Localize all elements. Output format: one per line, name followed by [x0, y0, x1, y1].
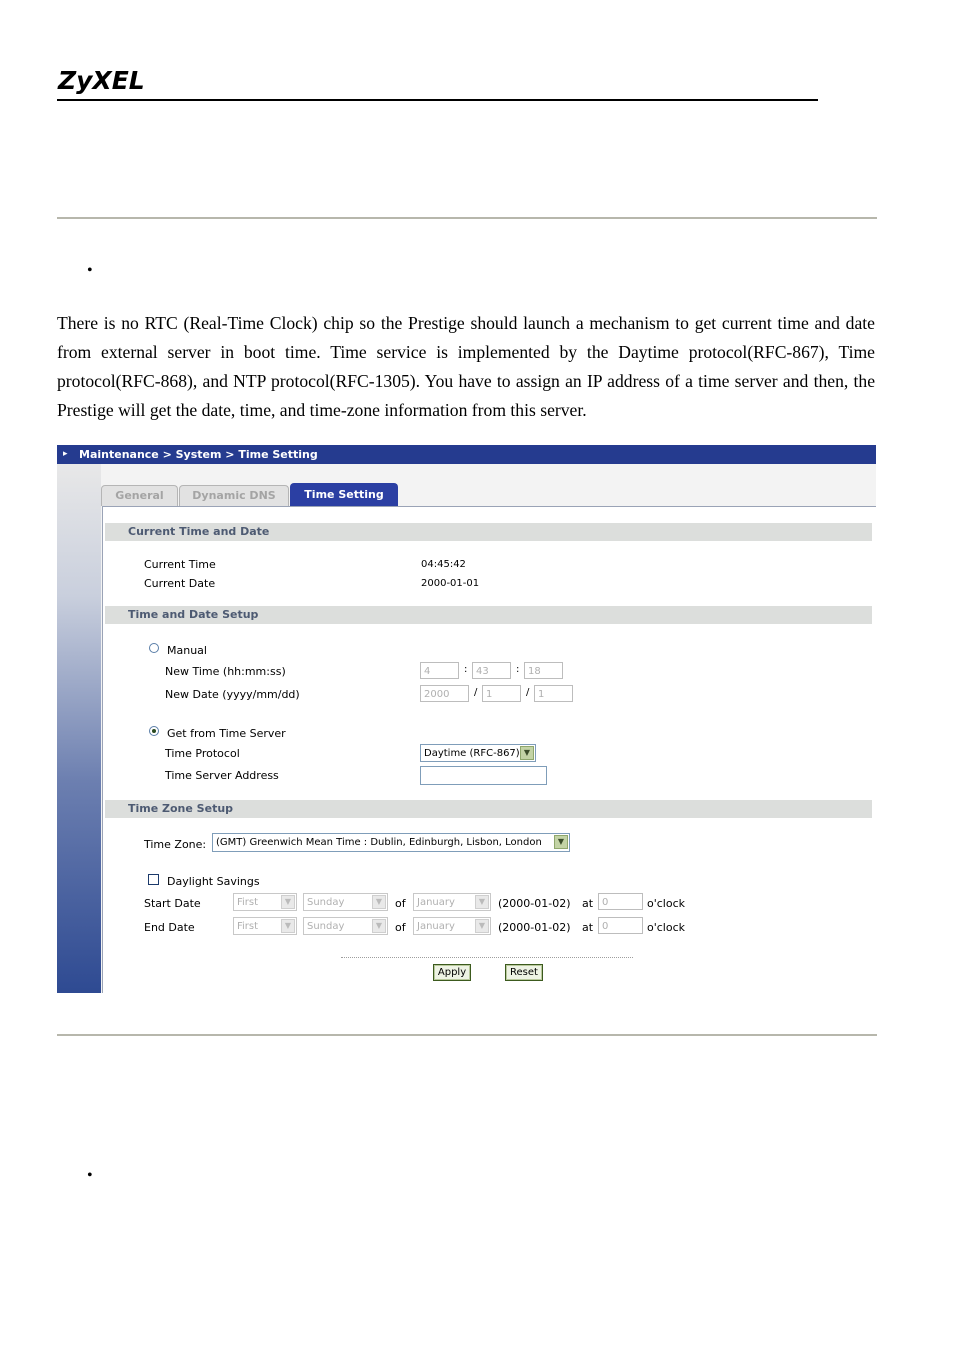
- daylight-savings-checkbox[interactable]: [148, 874, 159, 885]
- end-hour-input[interactable]: 0: [598, 917, 643, 934]
- new-date-month-input[interactable]: 1: [482, 685, 521, 702]
- new-date-day-input[interactable]: 1: [534, 685, 573, 702]
- start-week-value: First: [237, 897, 259, 908]
- body-paragraph: [57, 309, 875, 425]
- title-arrow-icon: ▸: [63, 449, 68, 459]
- start-hour-input[interactable]: 0: [598, 893, 643, 910]
- current-time-label: Current Time: [144, 558, 216, 571]
- chevron-down-icon: ▼: [372, 895, 386, 909]
- end-oclock-label: o'clock: [647, 921, 686, 934]
- manual-radio[interactable]: [149, 643, 159, 653]
- section-time-date-setup: Time and Date Setup: [105, 606, 872, 624]
- current-date-value: 2000-01-01: [421, 578, 480, 589]
- section-divider-top: [57, 217, 877, 219]
- end-month-value: January: [417, 921, 455, 932]
- time-zone-label: Time Zone:: [144, 838, 207, 851]
- time-server-radio[interactable]: [149, 726, 159, 736]
- new-date-year-input[interactable]: 2000: [420, 685, 469, 702]
- time-protocol-value: Daytime (RFC-867): [424, 748, 520, 759]
- bullet-1: •: [87, 262, 93, 279]
- paragraph-text-3: , and: [192, 371, 234, 391]
- bullet-2: •: [87, 1167, 93, 1184]
- tab-time-setting[interactable]: Time Setting: [290, 483, 398, 507]
- end-date-label: End Date: [144, 921, 195, 934]
- new-time-second-input[interactable]: 18: [524, 662, 563, 679]
- current-date-label: Current Date: [144, 577, 216, 590]
- time-server-address-label: Time Server Address: [165, 769, 279, 782]
- manual-label: Manual: [167, 644, 207, 657]
- button-separator: [341, 957, 633, 958]
- time-zone-select[interactable]: [212, 833, 570, 852]
- tab-dynamic-dns[interactable]: Dynamic DNS: [179, 485, 289, 506]
- section-divider-bottom: [57, 1034, 877, 1036]
- tab-general[interactable]: General: [101, 485, 178, 506]
- ntp-protocol-ref: NTP protocol(RFC-1305): [233, 371, 416, 391]
- content-panel: [102, 506, 876, 993]
- new-date-label: New Date (yyyy/mm/dd): [165, 688, 300, 701]
- title-bar: [57, 445, 876, 464]
- apply-button[interactable]: Apply: [433, 964, 471, 981]
- left-gradient-band: [57, 464, 101, 993]
- chevron-down-icon: ▼: [281, 895, 295, 909]
- paragraph-text-4: . You have to assign an IP address of a time server and then, the Prestige will get the date, time, and time-zone information from this server.: [57, 371, 876, 420]
- time-protocol-ref: Time protocol(RFC-868): [57, 342, 875, 391]
- end-of-label: of: [395, 921, 406, 934]
- end-date-text: (2000-01-02): [498, 921, 571, 934]
- time-protocol-select[interactable]: [420, 744, 536, 762]
- chevron-down-icon: ▼: [520, 746, 534, 760]
- chevron-down-icon: ▼: [475, 919, 489, 933]
- get-from-server-label: Get from Time Server: [167, 727, 286, 740]
- start-date-label: Start Date: [144, 897, 201, 910]
- daylight-savings-label: Daylight Savings: [167, 875, 260, 888]
- chevron-down-icon: ▼: [281, 919, 295, 933]
- current-time-value: 04:45:42: [421, 559, 466, 570]
- start-week-select[interactable]: [233, 893, 297, 911]
- section-current-time: Current Time and Date: [105, 523, 872, 541]
- end-month-select[interactable]: [413, 917, 491, 935]
- end-week-value: First: [237, 921, 259, 932]
- date-separator-1: /: [474, 687, 478, 698]
- start-of-label: of: [395, 897, 406, 910]
- start-month-value: January: [417, 897, 455, 908]
- time-separator-1: :: [464, 664, 468, 675]
- time-server-address-input[interactable]: [420, 766, 547, 785]
- start-date-text: (2000-01-02): [498, 897, 571, 910]
- chevron-down-icon: ▼: [372, 919, 386, 933]
- end-week-select[interactable]: [233, 917, 297, 935]
- paragraph-text-1: There is no RTC (Real-Time Clock) chip so the Prestige should launch a mechanism to get current time and date from external server in boot time. Time service is implemented by the: [57, 313, 875, 362]
- start-at-label: at: [582, 897, 594, 910]
- end-at-label: at: [582, 921, 594, 934]
- chevron-down-icon: ▼: [554, 835, 568, 849]
- date-separator-2: /: [526, 687, 530, 698]
- end-day-select[interactable]: [303, 917, 388, 935]
- breadcrumb: Maintenance > System > Time Setting: [79, 448, 318, 461]
- start-month-select[interactable]: [413, 893, 491, 911]
- section-time-zone: Time Zone Setup: [105, 800, 872, 818]
- chevron-down-icon: ▼: [475, 895, 489, 909]
- new-time-minute-input[interactable]: 43: [472, 662, 511, 679]
- end-day-value: Sunday: [307, 921, 345, 932]
- paragraph-text-2: ,: [824, 342, 839, 362]
- start-day-select[interactable]: [303, 893, 388, 911]
- zyxel-logo: ZyXEL: [58, 66, 145, 95]
- reset-button[interactable]: Reset: [505, 964, 543, 981]
- time-setting-screenshot: [57, 445, 876, 993]
- new-time-hour-input[interactable]: 4: [420, 662, 459, 679]
- daytime-protocol-ref: Daytime protocol(RFC-867): [618, 342, 825, 362]
- time-separator-2: :: [516, 664, 520, 675]
- header-rule: [57, 99, 818, 101]
- time-protocol-label: Time Protocol: [165, 747, 240, 760]
- start-oclock-label: o'clock: [647, 897, 686, 910]
- start-day-value: Sunday: [307, 897, 345, 908]
- time-zone-value: (GMT) Greenwich Mean Time : Dublin, Edinburgh, Lisbon, London: [216, 837, 542, 848]
- new-time-label: New Time (hh:mm:ss): [165, 665, 286, 678]
